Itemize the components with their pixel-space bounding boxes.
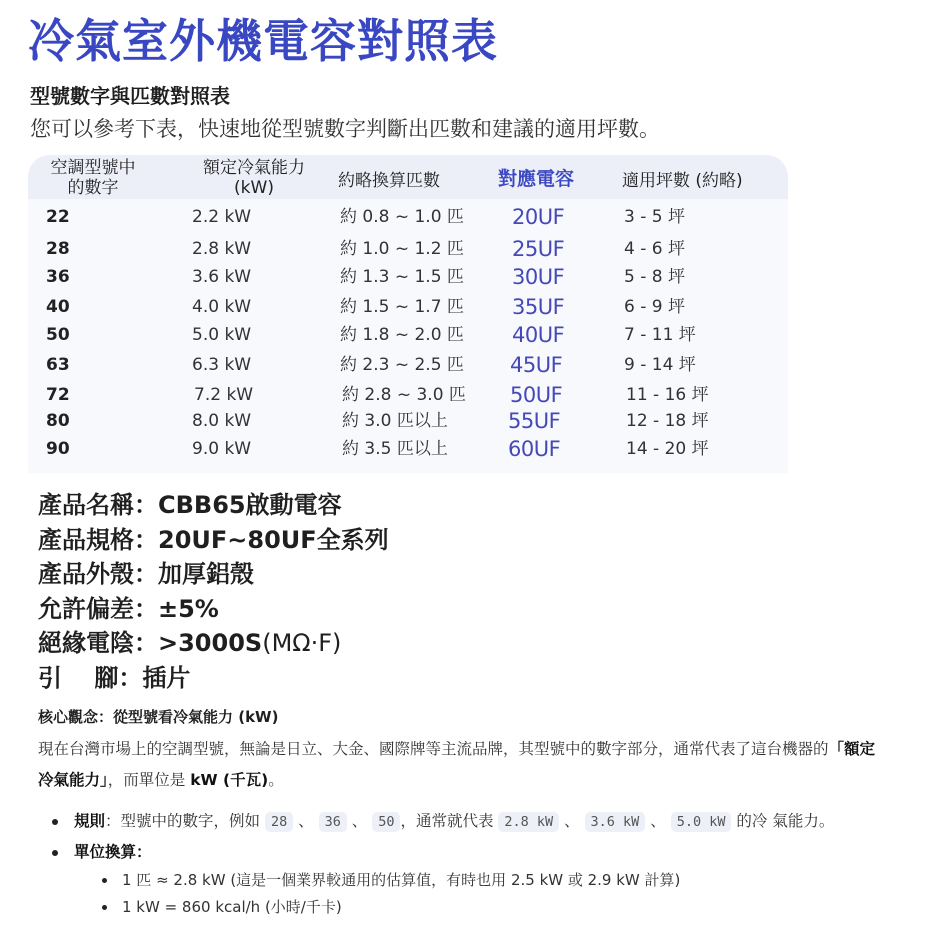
cell-model: 63 xyxy=(46,355,70,375)
cell-kw: 6.3 kW xyxy=(192,355,252,375)
page-title: 冷氣室外機電容對照表 xyxy=(28,14,498,68)
cell-capacitor: 45UF xyxy=(510,353,563,377)
concept-heading: 核心觀念：從型號看冷氣能力 (kW) xyxy=(38,708,279,726)
unit-colon: ： xyxy=(136,843,152,861)
spec-label: 允許偏差： xyxy=(38,594,158,623)
cell-capacitor: 60UF xyxy=(508,437,561,461)
comparison-table xyxy=(28,155,788,473)
rule-text: 的冷 氣能力。 xyxy=(731,812,835,830)
separator: 、 xyxy=(293,812,319,830)
separator: 、 xyxy=(559,812,585,830)
table-row xyxy=(28,263,788,291)
cell-kw: 5.0 kW xyxy=(192,325,252,345)
inline-code: 36 xyxy=(319,812,347,832)
header-kw-line2: (kW) xyxy=(234,178,274,198)
table-row xyxy=(28,407,788,435)
cell-model: 80 xyxy=(46,411,70,431)
cell-kw: 2.2 kW xyxy=(192,207,252,227)
bullet-unit-conversion xyxy=(50,837,834,921)
concept-paragraph xyxy=(38,734,878,796)
spec-label: 絕緣電陰： xyxy=(38,629,158,657)
spec-unit: (MΩ·F) xyxy=(262,629,342,657)
separator: 、 xyxy=(346,812,373,830)
cell-capacitor: 55UF xyxy=(508,409,561,433)
sub-bullet: 1 匹 ≈ 2.8 kW (這是一個業界較通用的估算值，有時也用 2.5 kW 或 2.9 kW 計算) xyxy=(98,867,834,894)
rule-text: ：型號中的數字，例如 xyxy=(105,812,265,830)
rule-label: 規則 xyxy=(74,812,106,830)
cell-model: 28 xyxy=(46,239,70,259)
spec-value: 20UF~80UF全系列 xyxy=(158,525,389,554)
cell-area: 5 - 8 坪 xyxy=(624,267,685,287)
spec-tolerance xyxy=(38,592,389,627)
bullet-list xyxy=(50,806,834,921)
table-row xyxy=(28,351,788,379)
para-text: ，而單位是 xyxy=(107,771,191,789)
header-kw xyxy=(188,158,320,198)
cell-model: 40 xyxy=(46,297,70,317)
spec-label: 引 腳： xyxy=(38,663,143,692)
spec-label: 產品名稱： xyxy=(38,491,158,519)
table-header xyxy=(28,155,788,199)
cell-capacitor: 50UF xyxy=(510,383,563,407)
header-kw-line1: 額定冷氣能力 xyxy=(203,158,305,178)
header-area: 適用坪數 (約略) xyxy=(622,171,743,191)
cell-model: 72 xyxy=(46,385,70,405)
cell-area: 7 - 11 坪 xyxy=(624,325,696,345)
para-text: 。 xyxy=(268,771,284,789)
cell-area: 6 - 9 坪 xyxy=(624,297,685,317)
separator: 、 xyxy=(645,812,671,830)
table-row xyxy=(28,381,788,409)
spec-value: CBB65啟動電容 xyxy=(158,491,342,519)
cell-hp: 約 2.8 ~ 3.0 匹 xyxy=(342,385,466,405)
cell-model: 36 xyxy=(46,267,70,287)
spec-name xyxy=(38,488,389,523)
spec-terminal xyxy=(38,661,389,696)
cell-kw: 7.2 kW xyxy=(194,385,254,405)
cell-hp: 約 1.8 ~ 2.0 匹 xyxy=(340,325,464,345)
cell-hp: 約 3.5 匹以上 xyxy=(342,439,448,459)
unit-label: 單位換算 xyxy=(74,843,137,861)
cell-capacitor: 20UF xyxy=(512,205,565,229)
para-bold-unit: kW (千瓦) xyxy=(190,771,269,789)
inline-code: 3.6 kW xyxy=(585,812,646,832)
header-model xyxy=(38,158,148,198)
cell-model: 90 xyxy=(46,439,70,459)
cell-capacitor: 35UF xyxy=(512,295,565,319)
section-subtitle: 型號數字與匹數對照表 xyxy=(30,84,230,108)
table-row xyxy=(28,321,788,349)
cell-kw: 9.0 kW xyxy=(192,439,252,459)
cell-kw: 2.8 kW xyxy=(192,239,252,259)
table-row xyxy=(28,435,788,463)
cell-hp: 約 1.5 ~ 1.7 匹 xyxy=(340,297,464,317)
rule-text: ，通常就代表 xyxy=(400,812,499,830)
spec-casing xyxy=(38,557,389,592)
spec-value: 插片 xyxy=(142,663,191,692)
cell-area: 14 - 20 坪 xyxy=(626,439,709,459)
inline-code: 50 xyxy=(372,812,400,832)
table-row xyxy=(28,293,788,321)
cell-capacitor: 25UF xyxy=(512,237,565,261)
header-capacitor: 對應電容 xyxy=(498,168,575,190)
header-hp: 約略換算匹數 xyxy=(338,171,440,191)
header-model-line2: 的數字 xyxy=(67,178,119,198)
cell-capacitor: 40UF xyxy=(512,323,565,347)
spec-label: 產品規格： xyxy=(38,525,158,554)
cell-kw: 3.6 kW xyxy=(192,267,252,287)
cell-hp: 約 1.0 ~ 1.2 匹 xyxy=(340,239,464,259)
spec-range xyxy=(38,523,389,558)
para-bold-term: 「額定冷氣能力」 xyxy=(38,740,876,789)
spec-value: ±5% xyxy=(158,594,219,623)
cell-capacitor: 30UF xyxy=(512,265,565,289)
cell-area: 12 - 18 坪 xyxy=(626,411,709,431)
inline-code: 5.0 kW xyxy=(671,812,732,832)
spec-value: >3000S xyxy=(158,629,263,657)
spec-insulation xyxy=(38,626,389,661)
cell-kw: 8.0 kW xyxy=(192,411,252,431)
sub-bullet-list xyxy=(74,867,834,921)
cell-hp: 約 2.3 ~ 2.5 匹 xyxy=(340,355,464,375)
cell-kw: 4.0 kW xyxy=(192,297,252,317)
inline-code: 2.8 kW xyxy=(498,812,559,832)
para-text: 現在台灣市場上的空調型號，無論是日立、大金、國際牌等主流品牌，其型號中的數字部分，通常代表了這台機器的 xyxy=(38,740,829,758)
cell-area: 4 - 6 坪 xyxy=(624,239,685,259)
inline-code: 28 xyxy=(265,812,293,832)
spec-label: 產品外殼： xyxy=(38,560,158,588)
cell-area: 9 - 14 坪 xyxy=(624,355,696,375)
table-row xyxy=(28,203,788,231)
bullet-rule xyxy=(50,806,834,837)
cell-area: 11 - 16 坪 xyxy=(626,385,709,405)
cell-model: 22 xyxy=(46,207,70,227)
spec-value: 加厚鋁殼 xyxy=(158,560,254,588)
cell-area: 3 - 5 坪 xyxy=(624,207,685,227)
header-model-line1: 空調型號中 xyxy=(50,158,136,178)
product-specs xyxy=(38,488,389,695)
cell-hp: 約 3.0 匹以上 xyxy=(342,411,448,431)
table-row xyxy=(28,235,788,263)
sub-bullet: 1 kW = 860 kcal/h (小時/千卡) xyxy=(98,894,834,921)
intro-text: 您可以參考下表，快速地從型號數字判斷出匹數和建議的適用坪數。 xyxy=(30,117,660,141)
cell-hp: 約 1.3 ~ 1.5 匹 xyxy=(340,267,464,287)
cell-hp: 約 0.8 ~ 1.0 匹 xyxy=(340,207,464,227)
cell-model: 50 xyxy=(46,325,70,345)
